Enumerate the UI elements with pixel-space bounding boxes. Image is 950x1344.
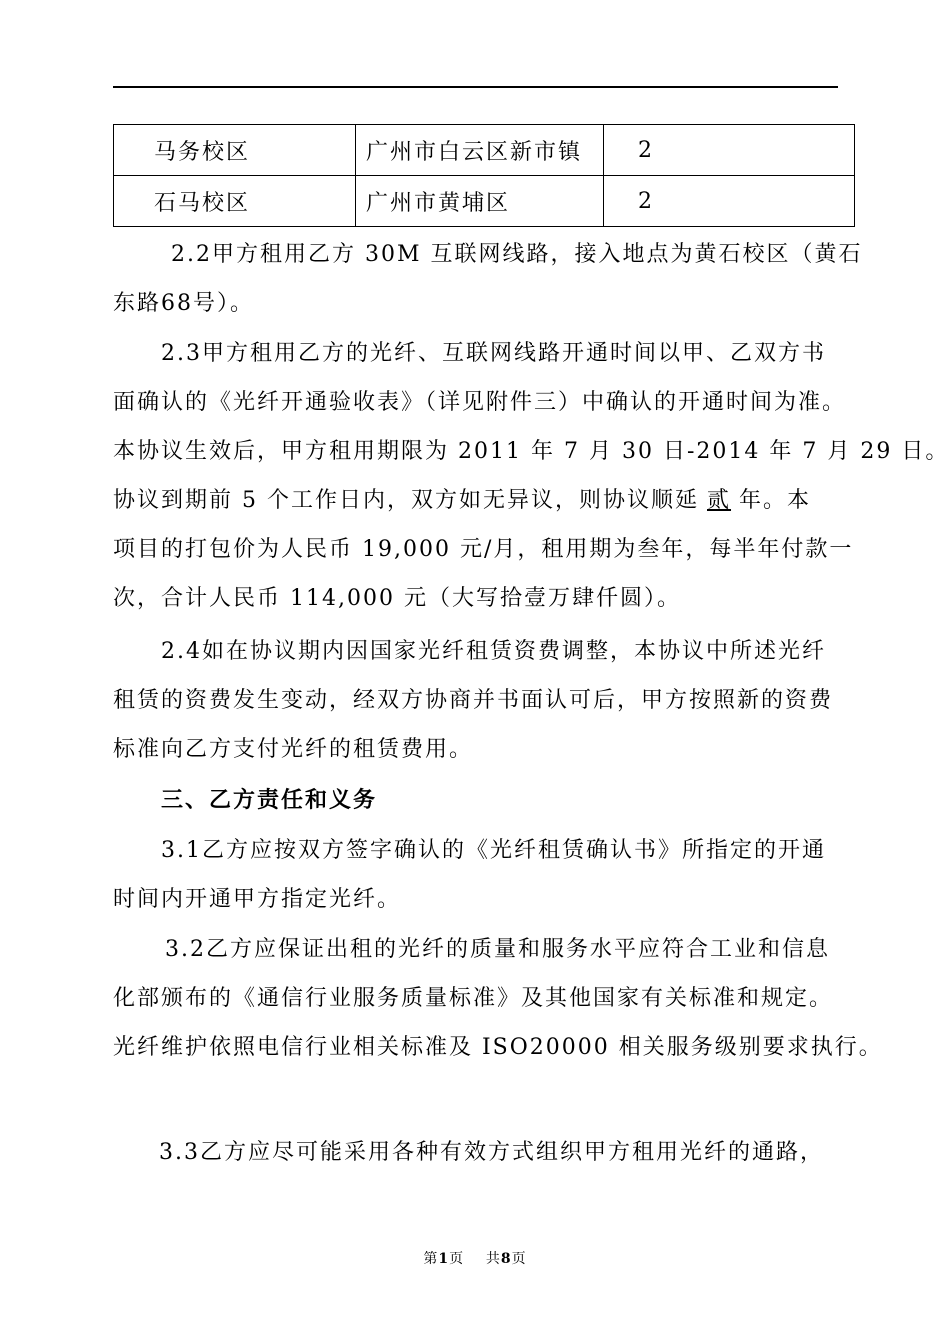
clause-line: 本协议生效后，甲方租用期限为 2011 年 7 月 30 日-2014 年 7 月 29 日。 (113, 439, 950, 464)
table-row (114, 176, 855, 227)
total-pages: 8 (500, 1251, 512, 1267)
header-rule (113, 86, 838, 88)
clause-2-2 (113, 230, 863, 328)
total-suffix: 页 (511, 1251, 527, 1267)
section-3-heading: 三、乙方责任和义务 (161, 787, 378, 813)
total-label: 共 (485, 1251, 501, 1267)
clause-2-4 (113, 627, 843, 774)
clause-line: 次，合计人民币 114,000 元（大写拾壹万肆仟圆）。 (113, 586, 681, 611)
count-cell: 2 (604, 125, 855, 176)
clause-line: 项目的打包价为人民币 19,000 元/月，租用期为叁年，每半年付款一 (113, 537, 854, 562)
clause-line: 2.2甲方租用乙方 30M 互联网线路，接入地点为黄石校区（黄石 (171, 242, 863, 267)
clause-line: 租赁的资费发生变动，经双方协商并书面认可后，甲方按照新的资费 (113, 688, 834, 713)
clause-line: 2.4如在协议期内因国家光纤租赁资费调整，本协议中所述光纤 (161, 639, 826, 664)
count-cell: 2 (604, 176, 855, 227)
clause-line: 3.3乙方应尽可能采用各种有效方式组织甲方租用光纤的通路， (159, 1140, 824, 1165)
clause-3-2 (113, 925, 883, 1072)
clause-line (113, 476, 843, 525)
clause-line: 化部颁布的《通信行业服务质量标准》及其他国家有关标准和规定。 (113, 986, 834, 1011)
address-cell: 广州市白云区新市镇 (356, 125, 604, 176)
page-footer (0, 1248, 950, 1268)
clause-line: 3.1乙方应按双方签字确认的《光纤租赁确认书》所指定的开通 (161, 838, 826, 863)
clause-line: 3.2乙方应保证出租的光纤的质量和服务水平应符合工业和信息 (165, 937, 830, 962)
clause-line: 光纤维护依照电信行业相关标准及 ISO20000 相关服务级别要求执行。 (113, 1035, 883, 1060)
clause-line: 东路68号）。 (113, 291, 254, 316)
campus-cell: 马务校区 (114, 125, 356, 176)
clause-line: 时间内开通甲方指定光纤。 (113, 887, 402, 912)
address-cell: 广州市黄埔区 (356, 176, 604, 227)
renewal-suffix: 年。本 (739, 488, 812, 513)
clause-3-3 (113, 1128, 843, 1177)
clause-line: 面确认的《光纤开通验收表》（详见附件三）中确认的开通时间为准。 (113, 390, 847, 415)
renewal-years: 贰 (707, 488, 732, 513)
page-number: 1 (438, 1251, 450, 1267)
clause-2-3 (113, 329, 950, 623)
page-suffix: 页 (449, 1251, 465, 1267)
campus-cell: 石马校区 (114, 176, 356, 227)
campus-table (113, 124, 855, 227)
clause-line: 标准向乙方支付光纤的租赁费用。 (113, 737, 474, 762)
clause-line: 2.3甲方租用乙方的光纤、互联网线路开通时间以甲、乙双方书 (161, 341, 826, 366)
table-row (114, 125, 855, 176)
clause-3-1 (113, 826, 843, 924)
page-label: 第 (423, 1251, 439, 1267)
renewal-text: 协议到期前 5 个工作日内，双方如无异议，则协议顺延 (113, 488, 699, 513)
